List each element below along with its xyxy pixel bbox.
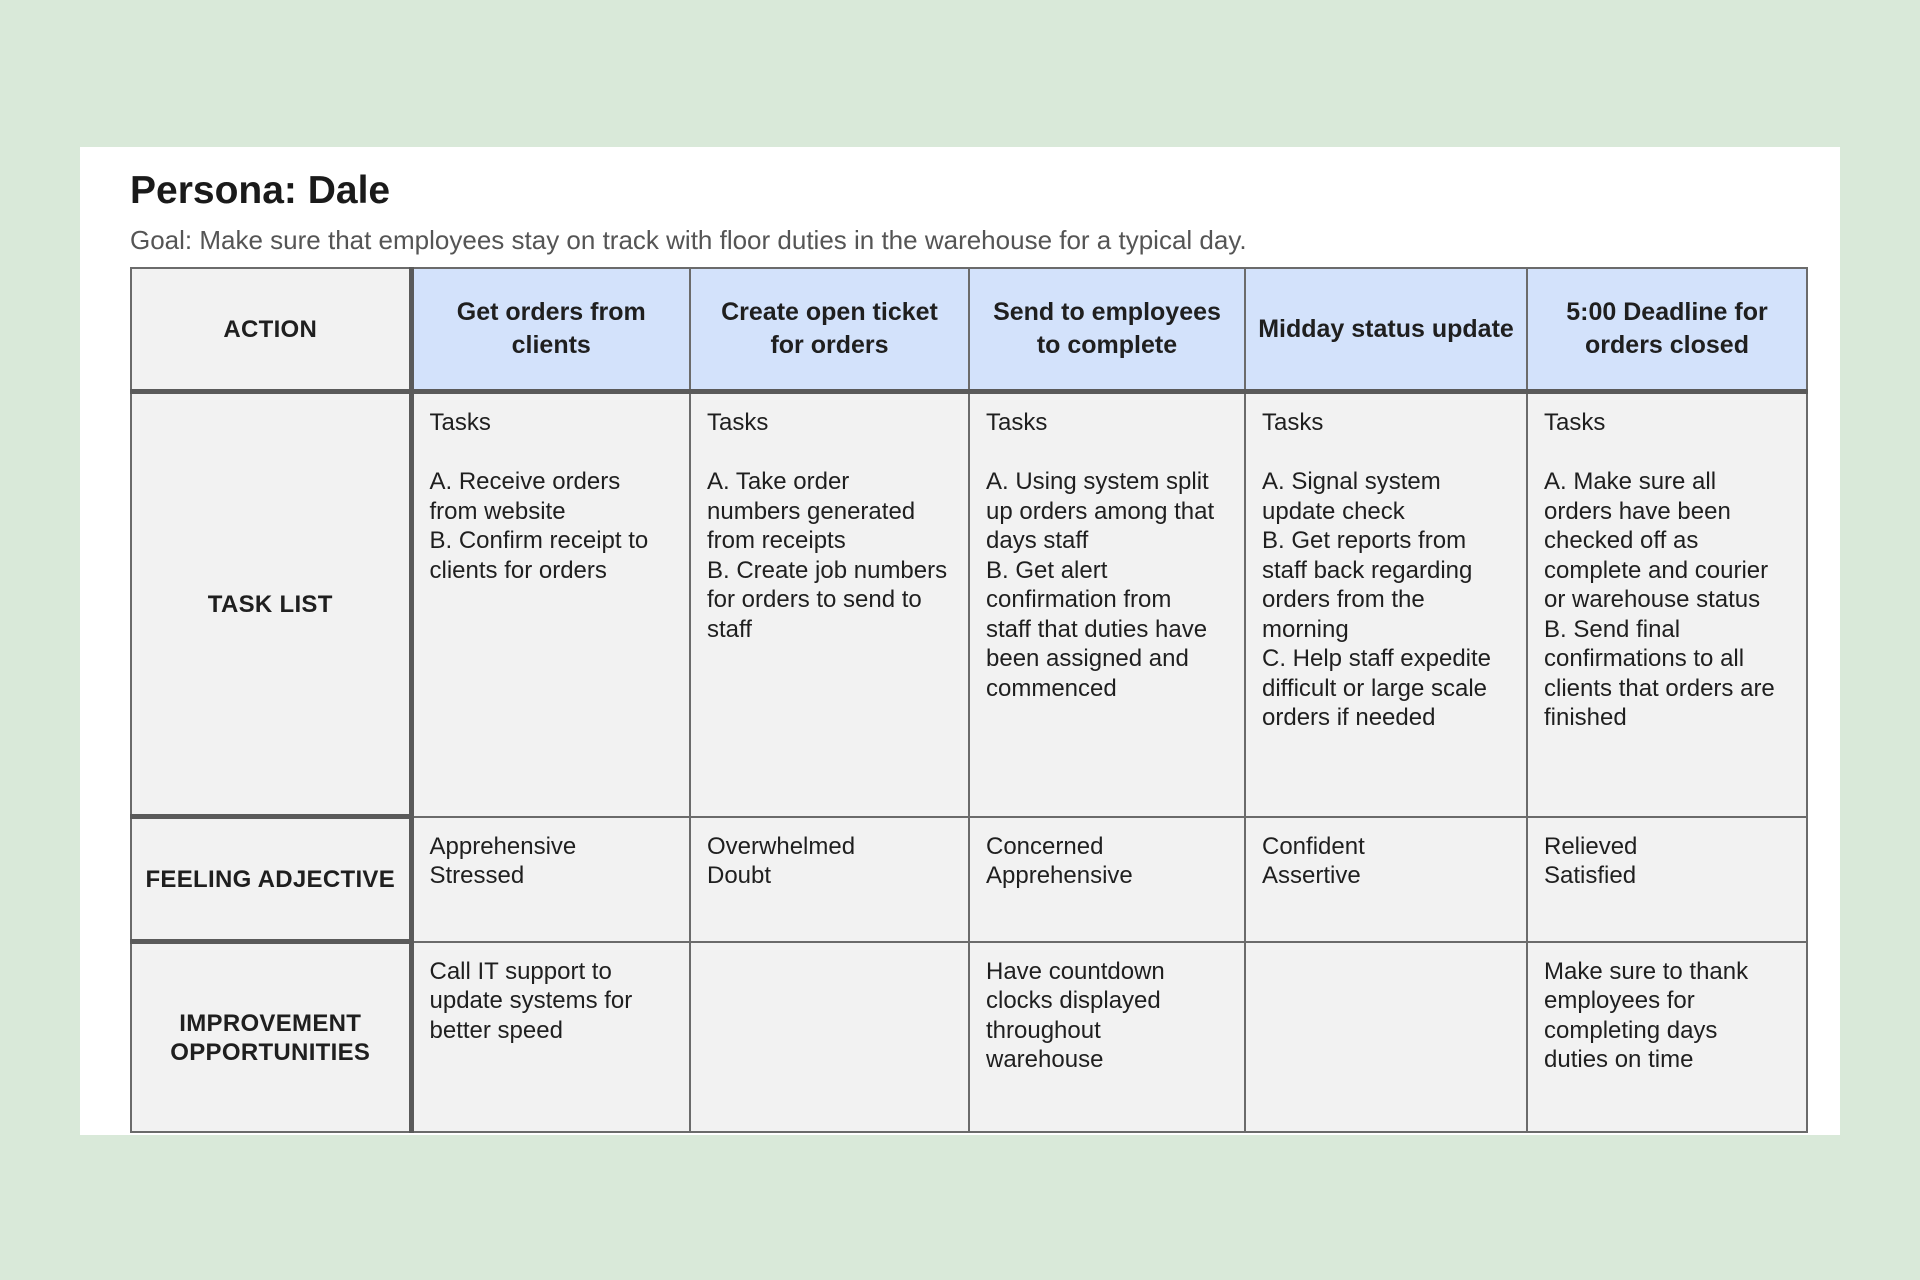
improvement-text-1: Call IT support to update systems for better speed bbox=[429, 957, 633, 1044]
improvement-opportunities-row bbox=[131, 942, 1807, 1133]
feeling-cell-1 bbox=[411, 817, 690, 942]
feeling-text-1: Apprehensive Stressed bbox=[429, 832, 577, 889]
feeling-text-4: Confident Assertive bbox=[1262, 832, 1365, 889]
feeling-text-3: Concerned Apprehensive bbox=[986, 832, 1133, 889]
row-header-action bbox=[131, 268, 411, 392]
task-cell-2 bbox=[690, 392, 969, 817]
improvement-text-4 bbox=[1246, 943, 1526, 957]
task-text-1: Tasks A. Receive orders from website B. Confirm receipt to clients for orders bbox=[429, 409, 649, 584]
task-text-5: Tasks A. Make sure all orders have been checked off as complete and courier or warehouse status B. Send final confirmations to all clients that orders are finished bbox=[1544, 409, 1775, 731]
task-text-2: Tasks A. Take order numbers generated from receipts B. Create job numbers for orders to send to staff bbox=[707, 409, 948, 643]
action-row bbox=[131, 268, 1807, 392]
action-header-3: Send to employees to complete bbox=[969, 268, 1245, 392]
task-cell-3 bbox=[969, 392, 1245, 817]
task-cell-1 bbox=[411, 392, 690, 817]
action-header-4: Midday status update bbox=[1245, 268, 1527, 392]
feeling-adjective-row bbox=[131, 817, 1807, 942]
improvement-cell-3 bbox=[969, 942, 1245, 1133]
row-header-improvement-label: IMPROVEMENT OPPORTUNITIES bbox=[170, 1009, 371, 1066]
row-header-improvement bbox=[131, 942, 411, 1133]
journey-map-card bbox=[80, 147, 1840, 1135]
feeling-cell-4 bbox=[1245, 817, 1527, 942]
goal-statement: Goal: Make sure that employees stay on track with floor duties in the warehouse for a typical day. bbox=[130, 225, 1247, 255]
feeling-cell-5 bbox=[1527, 817, 1807, 942]
feeling-text-5: Relieved Satisfied bbox=[1544, 832, 1638, 889]
improvement-cell-5 bbox=[1527, 942, 1807, 1133]
row-header-feeling-label: FEELING ADJECTIVE bbox=[145, 865, 396, 893]
improvement-text-2 bbox=[691, 943, 968, 957]
feeling-cell-3 bbox=[969, 817, 1245, 942]
task-cell-4 bbox=[1245, 392, 1527, 817]
journey-map-table bbox=[130, 267, 1808, 1133]
task-text-4: Tasks A. Signal system update check B. Get reports from staff back regarding orders from the morning C. Help staff expedite difficult or large scale orders if needed bbox=[1262, 409, 1492, 731]
task-cell-5 bbox=[1527, 392, 1807, 817]
feeling-text-2: Overwhelmed Doubt bbox=[707, 832, 856, 889]
row-header-task-list-label: TASK LIST bbox=[207, 590, 333, 618]
action-header-2: Create open ticket for orders bbox=[690, 268, 969, 392]
row-header-feeling bbox=[131, 817, 411, 942]
task-list-row bbox=[131, 392, 1807, 817]
improvement-cell-1 bbox=[411, 942, 690, 1133]
page-title: Persona: Dale bbox=[130, 169, 391, 212]
row-header-task-list bbox=[131, 392, 411, 817]
task-text-3: Tasks A. Using system split up orders among that days staff B. Get alert confirmation from staff that duties have been assigned and commenced bbox=[986, 409, 1215, 702]
feeling-cell-2 bbox=[690, 817, 969, 942]
row-header-action-label: ACTION bbox=[223, 315, 318, 343]
improvement-cell-2 bbox=[690, 942, 969, 1133]
action-header-1: Get orders from clients bbox=[411, 268, 690, 392]
improvement-text-5: Make sure to thank employees for completing days duties on time bbox=[1544, 957, 1749, 1073]
improvement-text-3: Have countdown clocks displayed throughout warehouse bbox=[986, 957, 1165, 1073]
improvement-cell-4 bbox=[1245, 942, 1527, 1133]
action-header-5: 5:00 Deadline for orders closed bbox=[1527, 268, 1807, 392]
